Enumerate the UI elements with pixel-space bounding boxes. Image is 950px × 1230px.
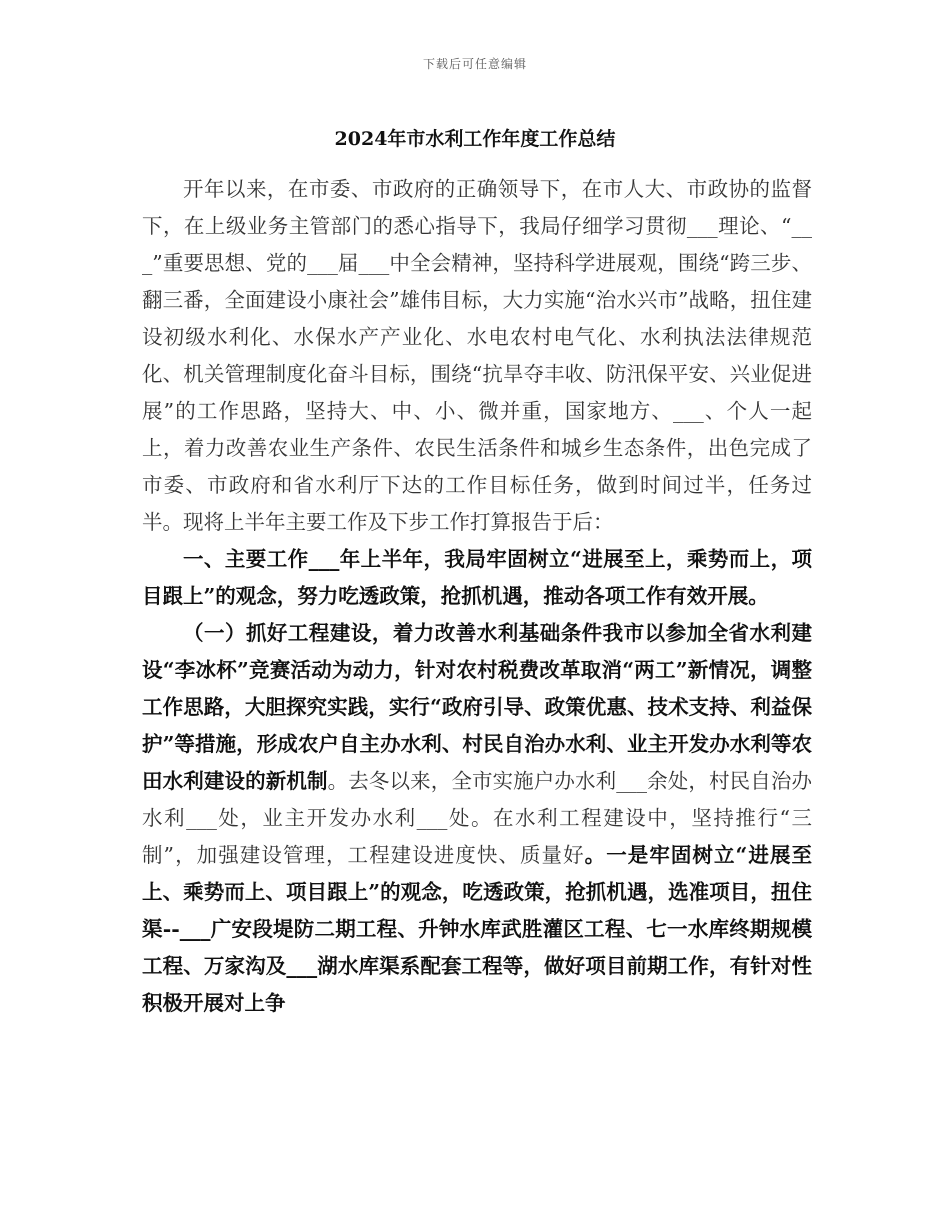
section-one-bold-lead: （一）抓好工程建设，着力改善水利基础条件我市以参加全省水利建设“李冰杯”竞赛活动为动力，针对农村税费改革取消“两工”新情况，调整工作思路，大胆探究实践，实行“政府引导、政策优惠、技术支持、利益保护”等措施，形成农户自主办水利、村民自治办水利、业主开发办水利等农田水利建设的新机制	[142, 621, 812, 793]
intro-paragraph: 开年以来，在市委、市政府的正确领导下，在市人大、市政协的监督下，在上级业务主管部门的悉心指导下，我局仔细学习贯彻___理论、“___”重要思想、党的___届___中全会精神，坚持科学进展观，围绕“跨三步、翻三番，全面建设小康社会”雄伟目标，大力实施“治水兴市”战略，扭住建设初级水利化、水保水产产业化、水电农村电气化、水利执法法律规范化、机关管理制度化奋斗目标，围绕“抗旱夺丰收、防汛保平安、兴业促进展”的工作思路，坚持大、中、小、微并重，国家地方、___、个人一起上，着力改善农业生产条件、农民生活条件和城乡生态条件，出色完成了市委、市政府和省水利厅下达的工作目标任务，做到时间过半，任务过半。现将上半年主要工作及下步工作打算报告于后：	[142, 177, 812, 534]
section-one-bold-tail: 。一是牢固树立“进展至上、乘势而上、项目跟上”的观念，吃透政策，抢抓机遇，选准项目，扭住渠--___广安段堤防二期工程、升钟水库武胜灌区工程、七一水库终期规模工程、万家沟及___湖水库渠系配套工程等，做好项目前期工作，有针对性积极开展对上争	[142, 843, 813, 1015]
document-body	[142, 171, 812, 1022]
section-one-middle-text: 。去冬以来，全市实施户办水利___余处，村民自治办水利___处，业主开发办水利___处。在水利工程建设中，坚持推行“三制”，加强建设管理，工程建设进度快、质量好	[142, 769, 813, 867]
section-heading-main-work: 一、主要工作___年上半年，我局牢固树立“进展至上，乘势而上，项目跟上”的观念，努力吃透政策，抢抓机遇，推动各项工作有效开展。	[142, 547, 812, 608]
document-title: 2024年市水利工作年度工作总结	[334, 128, 616, 150]
section-one-paragraph	[142, 615, 812, 1022]
page-header-note: 下载后可任意编辑	[422, 57, 527, 71]
